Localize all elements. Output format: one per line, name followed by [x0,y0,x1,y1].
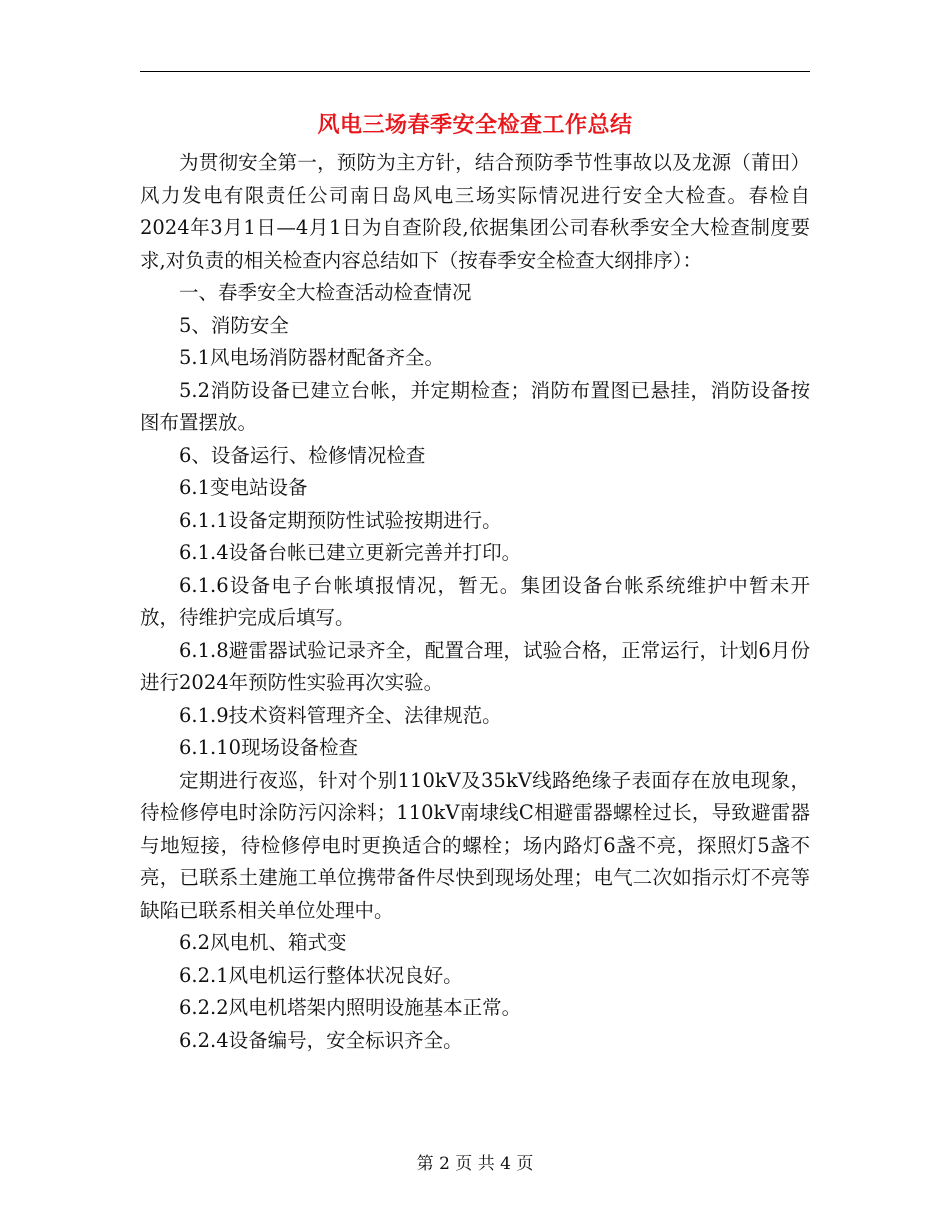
paragraph: 6.1.8避雷器试验记录齐全，配置合理，试验合格，正常运行，计划6月份进行2024年预防性实验再次实验。 [140,638,810,694]
paragraph: 6.2.4设备编号，安全标识齐全。 [179,1028,463,1052]
paragraph: 6.2.1风电机运行整体状况良好。 [179,963,463,987]
page-footer: 第 2 页 共 4 页 [416,1154,534,1174]
paragraph: 6.1.9技术资料管理齐全、法律规范。 [179,703,502,727]
paragraph: 6.1.6设备电子台帐填报情况，暂无。集团设备台帐系统维护中暂未开放，待维护完成后填写。 [140,573,810,629]
item-heading: 5、消防安全 [179,313,289,337]
item-heading: 6、设备运行、检修情况检查 [179,443,426,467]
paragraph: 6.1.4设备台帐已建立更新完善并打印。 [179,541,522,564]
paragraph: 5.1风电场消防器材配备齐全。 [179,346,445,369]
paragraph: 6.1.1设备定期预防性试验按期进行。 [179,508,502,532]
item-heading: 6.2风电机、箱式变 [179,931,347,954]
item-heading: 6.1变电站设备 [179,476,308,499]
paragraph: 6.2.2风电机塔架内照明设施基本正常。 [179,996,522,1019]
document-body [140,147,810,1057]
section-heading: 一、春季安全大检查活动检查情况 [179,281,472,304]
header-rule [140,71,810,72]
document-title: 风电三场春季安全检查工作总结 [317,112,633,138]
paragraph-intro: 为贯彻安全第一，预防为主方针，结合预防季节性事故以及龙源（莆田）风力发电有限责任公司南日岛风电三场实际情况进行安全大检查。春检自2024年3月1日—4月1日为自查阶段,依据集团公司春秋季安全大检查制度要求,对负责的相关检查内容总结如下（按春季安全检查大纲排序）： [140,151,810,272]
paragraph: 5.2消防设备已建立台帐，并定期检查；消防布置图已悬挂，消防设备按图布置摆放。 [140,378,810,434]
item-heading: 6.1.10现场设备检查 [179,736,359,759]
paragraph: 定期进行夜巡，针对个别110kV及35kV线路绝缘子表面存在放电现象，待检修停电时涂防污闪涂料；110kV南埭线C相避雷器螺栓过长，导致避雷器与地短接，待检修停电时更换适合的螺栓；场内路灯6盏不亮，探照灯5盏不亮，已联系土建施工单位携带备件尽快到现场处理；电气二次如指示灯不亮等缺陷已联系相关单位处理中。 [140,768,810,922]
